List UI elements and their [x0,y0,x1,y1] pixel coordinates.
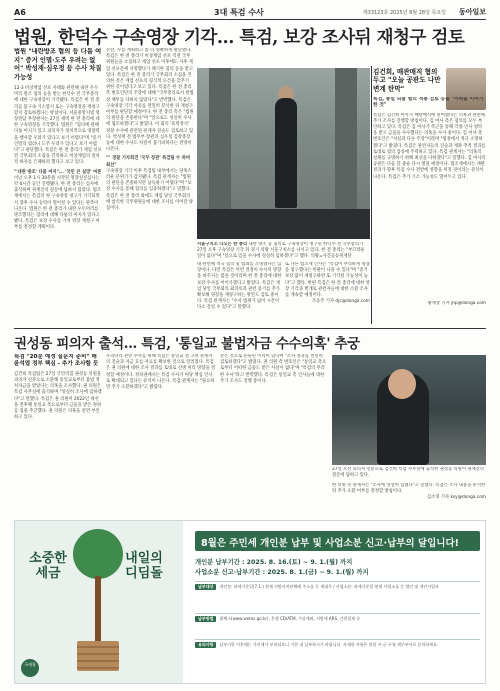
ad-notice-box [195,639,480,677]
story2-subhead: 특검 "20분 예정 질문지 준비" 해 윤석열 정부 핵심 - 추가 조사할 듯 [14,354,99,368]
photo-caption [197,242,370,260]
story2-column-1 [14,354,102,514]
ad-notice-label: 유의사항 [195,642,216,648]
ad-period-business: 사업소분 신고·납부기간 : 2025. 8. 1.(금) ~ 9. 1.(월) 까지 [195,569,369,576]
ad-method-label: 납부방법 [195,616,216,622]
ad-target-label: 납부대상 [195,584,216,590]
story2-byline: 김소영 기자 ksy@donga.com [426,495,486,501]
story1-col2-body: 논란, 수를 계획하고 좀 더 명확하게 판단했다. 특검은 한 전 총리가 비상계엄 선포 직전 국무위원들을 소집하고 계엄 선포 이후에도 사후 계엄 선포문에 서명했다가 폐기한 혐의 등을 받고 있다. 특검은 한 전 총리가 국무회의 소집을 건의한 것은 계엄 선포의 형식적 요건을 갖추기 위한 것이었다고 보고 있다. 특검은 한 전 총리 측 변호인단의 주장에 대해 "국무총리로서 헌법상 책무를 다하지 않았다"고 반박했다. 특검은 구속영장 기각 사유를 면밀히 분석한 뒤 재청구 여부를 판단할 예정이다. 한 전 총리 측은 "법원의 판단을 존중한다"며 "앞으로도 성실히 수사에 협조하겠다"고 밝혔다. 이 회의 '효력정지' 경찰 수사에 관련된 관계자 진술도 검토하고 있다. 박성재 전 법무부 장관과 심우정 검찰총장 등에 대한 수사도 차질이 불가피하다는 전망이 나온다. [106,48,194,153]
ad-method-text: 위택스(www.wetax.go.kr), 은행 CD/ATM, 가상계좌, 지방세 ARS, 간편결제 등 [219,616,361,621]
photo-caption-text: 내란 방조 등 혐의로 구속영장이 청구된 한덕수 전 국무총리가 27일 오후 구속영장 기각 뒤 경기 의왕 서울구치소를 나서고 있다. 한 전 총리는 "부끄러운 일이 없다"며 "앞으로 있을 수사에 성실히 임하겠다"고 했다. 의왕=사진공동취재단 [197,242,365,260]
sidebar-subhead: 특검, 통일 뇌물 혐의 적용 검토 등을 "이력을 이어가 한 것" [373,97,484,109]
ad-method-box [195,613,480,637]
story1-column-3: 내 관련해 적극 혐의 및 범죄를 소명했다는 입장이다. 다만 특검은 이번 결정이 수사의 방향을 바꾸지는 않을 것이라며 한 전 총리에 대한 보강 수사를 이어가겠다고 밝혔다. 특검은 계엄 당일 국무회의 회의록과 관련 증거를 추가 확보해 영장을 재청구하는 방안도 검토 중이다. 특검 관계자는 "수사 범위가 넓어 시간이 다소 걸릴 수 있다"고 말했다. [197,262,282,311]
ad-target-box [195,581,480,611]
tax-advertisement [14,520,486,684]
story1-col4-body: 또 다른 법조계 인사는 "특검이 무리하게 영장을 청구했다는 비판이 나올 수 있다"며 "증거 보강 없이 재청구하면 또 기각될 가능성이 높다"고 했다. 한편 특검은 한 전 총리에 대한 영장 기각과 별개로 관련자들에 대한 소환 조사를 계속할 예정이다. [285,262,370,299]
photo-kwon-seong-dong [332,355,486,465]
story1-col2-body2: 구속영장 기각 이후 특검팀 내부에서는 당혹스러운 분위기가 감지됐다. 특검 관계자는 "법원의 판단을 존중하지만 납득하기 어렵다"며 "보강 수사를 통해 혐의를 입증하겠다"고 말했다. 특검은 한 전 총리 외에도 계엄 당일 국무회의에 참석한 국무위원들에 대한 조사를 이어갈 방침이다. [106,168,194,212]
story1-column-1 [14,48,102,324]
story1-byline: 조동주 기자 djc@donga.com [311,299,370,305]
newspaper-logo: 동아일보 [458,7,486,16]
section-title: 3대 특검 수사 [214,8,264,17]
story2-col4-body: 한 의원 측 관계자는 "조사에 성실히 임했다"고 말했다. 특검은 조사 내용을 분석한 뒤 추가 소환 여부를 결정할 방침이다. [332,483,486,495]
ad-slogan-right: 내일의 디딤돌 [125,551,163,581]
sidebar-story [373,68,486,323]
agency-logo: 국세청 [21,659,39,677]
story1-col1-body: 12·3 비상계엄 선포 사태와 관련해 내란 우두머리 방조 혐의 등을 받는 한덕수 전 국무총리에 대한 구속영장이 기각됐다. 특검은 한 전 총리를 불구속 기소할지 또는 구속영장을 재청구할지 검토하겠다는 방침이다. 서울중앙지법 영장전담 부장판사는 27일 새벽 한 전 총리에 대한 구속영장을 기각했다. 법원은 "혐의에 관해 다툴 여지가 있고 피의자가 정치적으로 영향력을 행사할 우려가 있다고 보기 어렵다"며 "증거 인멸의 염려나 도주 우려가 있다고 보기 어렵다"고 판단했다. 특검은 한 전 총리가 계엄 선포 전 국무회의 소집을 건의하고 비상계엄의 절차적 하자를 은폐하려 했다고 보고 있다. [14,86,102,166]
story2-headline: 권성동 피의자 출석… 특검, '통일교 불법자금 수수의혹' 추궁 [14,336,360,352]
column-divider [371,66,372,324]
tree-icon [73,529,123,579]
ad-slogan-left: 소중한 세금 [29,551,67,581]
photo-han-duck-soo [197,68,370,239]
photo-caption-title: 서울구치소 나오는 한 총리 [197,242,248,247]
ad-title: 8월은 주민세 개인분 납부 및 사업소분 신고·납부의 달입니다! [195,531,480,551]
story1-col1-body2: 이날 오후 1시 30분쯤 시작된 영장실질심사는 약 6시간 동안 진행됐다. 한 전 총리는 심사에 출석하며 취재진의 질문에 답하지 않았다. 법조계에서는 특검의 첫 구속영장 청구가 기각되면서 향후 수사 동력이 떨어질 수 있다는 관측이 나온다. 법원은 한 전 총리가 내란 우두머리를 방조했다는 혐의에 대해 다툼의 여지가 있다고 봤다. 특검은 보강 수사를 거쳐 영장 재청구 여부를 결정할 계획이다. [14,175,102,231]
ad-illustration [15,521,183,683]
story1-column-4 [285,262,370,324]
story2-column-2: 우리나라 관련 수사를 위해 특검은 통일교 전 고위 관계자의 진술과 자금 흐름 자료를 확보한 것으로 알려졌다. 특검은 권 의원에 대한 조사 결과를 토대로 신병 처리 방향을 결정할 예정이다. 정치권에서는 특검 수사가 여당 핵심 인사로 확대되고 있다는 분석이 나온다. 특검 관계자는 "필요하면 추가 소환하겠다"고 밝혔다. [106,354,216,391]
sidebar-headline: 김건희, 매관매직 혐의 두고 "오늘 공판도 나만 변계 탄막" [373,68,441,93]
coin-stack-icon [77,641,119,671]
issue-meta: 제33123호 2025년 8월 28일 목요일 [362,10,446,16]
ad-target-text: 개인분: 과세기준일(7.1.) 현재 지방자치단체에 주소를 둔 세대주 / 사업소분: 과세기준일 현재 사업소를 둔 법인 및 개인사업자 [219,584,439,589]
story2-col1-body: 김건희 특검팀은 27일 국민의힘 권성동 의원을 피의자 신분으로 소환해 통일교로부터 불법 정치자금을 받았다는 의혹을 조사했다. 권 의원은 특검 사무실에 출석하며 "성실히 조사에 임하겠다"고 말했다. 특검은 권 의원이 2022년 대선을 전후해 통일교 측으로부터 금품을 받은 경위를 집중 추궁했다. 권 의원은 의혹을 전면 부인하고 있다. [14,371,102,421]
page-number: A6 [14,8,26,17]
story2-photo-caption: 27일 오전 피의자 신분으로 김건희 특검 사무실에 출석한 권성동 의원이 취재진의 질문에 답하고 있다. [332,467,484,479]
story1-subhead: 법원 "내란방조 혐의 등 다툼 여지" 증거 인멸·도주 우려는 없어" 박성재·심우정 등 수사 차질 가능성 [14,48,102,81]
sidebar-body: 특검은 김건희 여사가 매관매직에 관여했다는 의혹과 관련해 추가 조사를 진행할 방침이다. 김 여사 측은 혐의를 모두 부인하고 있다. 특검은 김 여사가 측근을 통해 각종 인사 청탁을 받고 금품을 수수했다는 의혹을 수사 중이다. 김 여사 측 변호인은 "사실과 다른 주장"이라며 "법정에서 적극 소명하겠다"고 밝혔다. 특검은 관련자들의 진술과 계좌 추적 결과를 토대로 혐의 입증에 주력하고 있다. 특검 관계자는 "의혹의 실체를 규명하기 위해 최선을 다하겠다"고 말했다. 김 여사의 공판은 다음 달 중순 다시 열릴 예정이다. 법조계에서는 재판 결과가 향후 특검 수사 전반에 영향을 미칠 것이라는 분석이 나온다. 특검은 추가 기소 가능성도 열어두고 있다. [373,112,486,180]
sidebar-byline: 황제상 기자 jhp@donga.com [427,300,486,306]
story1-col2-crosshead: "" 경찰 기자회견 '국무 장관' 특검팀 수 하며 최선" [106,156,190,168]
story1-column-2 [106,48,194,324]
story2-column-4 [332,483,486,515]
story2-column-3: 같은 것으로 분류된 이력이 있다며 "조사 결과를 면밀히 검토하겠다"고 밝혔다. 권 의원 측 변호인은 "통일교 측으로부터 어떠한 금품도 받은 사실이 없다"며 "특검의 무리한 수사"라고 반박했다. 특검은 통일교 측 인사들에 대한 추가 조사도 진행 중이다. [220,354,327,384]
ad-notice-text: 납부기한 이후에는 가산세가 부과되오니 기한 내 납부하시기 바랍니다. 자세한 사항은 관할 시·군·구청 세무부서로 문의하세요. [219,642,439,647]
ad-period-individual: 개인분 납부기간 : 2025. 8. 16.(토) ~ 9. 1.(월) 까지 [195,559,353,566]
page-header [14,6,486,20]
section-divider [14,328,486,329]
story1-col1-crosshead: "'내란 방조' 다툼 여지"... '국민 큰 실망' 여론 [14,169,102,175]
main-headline: 법원, 한덕수 구속영장 기각… 특검, 보강 조사뒤 재청구 검토 [14,28,465,48]
